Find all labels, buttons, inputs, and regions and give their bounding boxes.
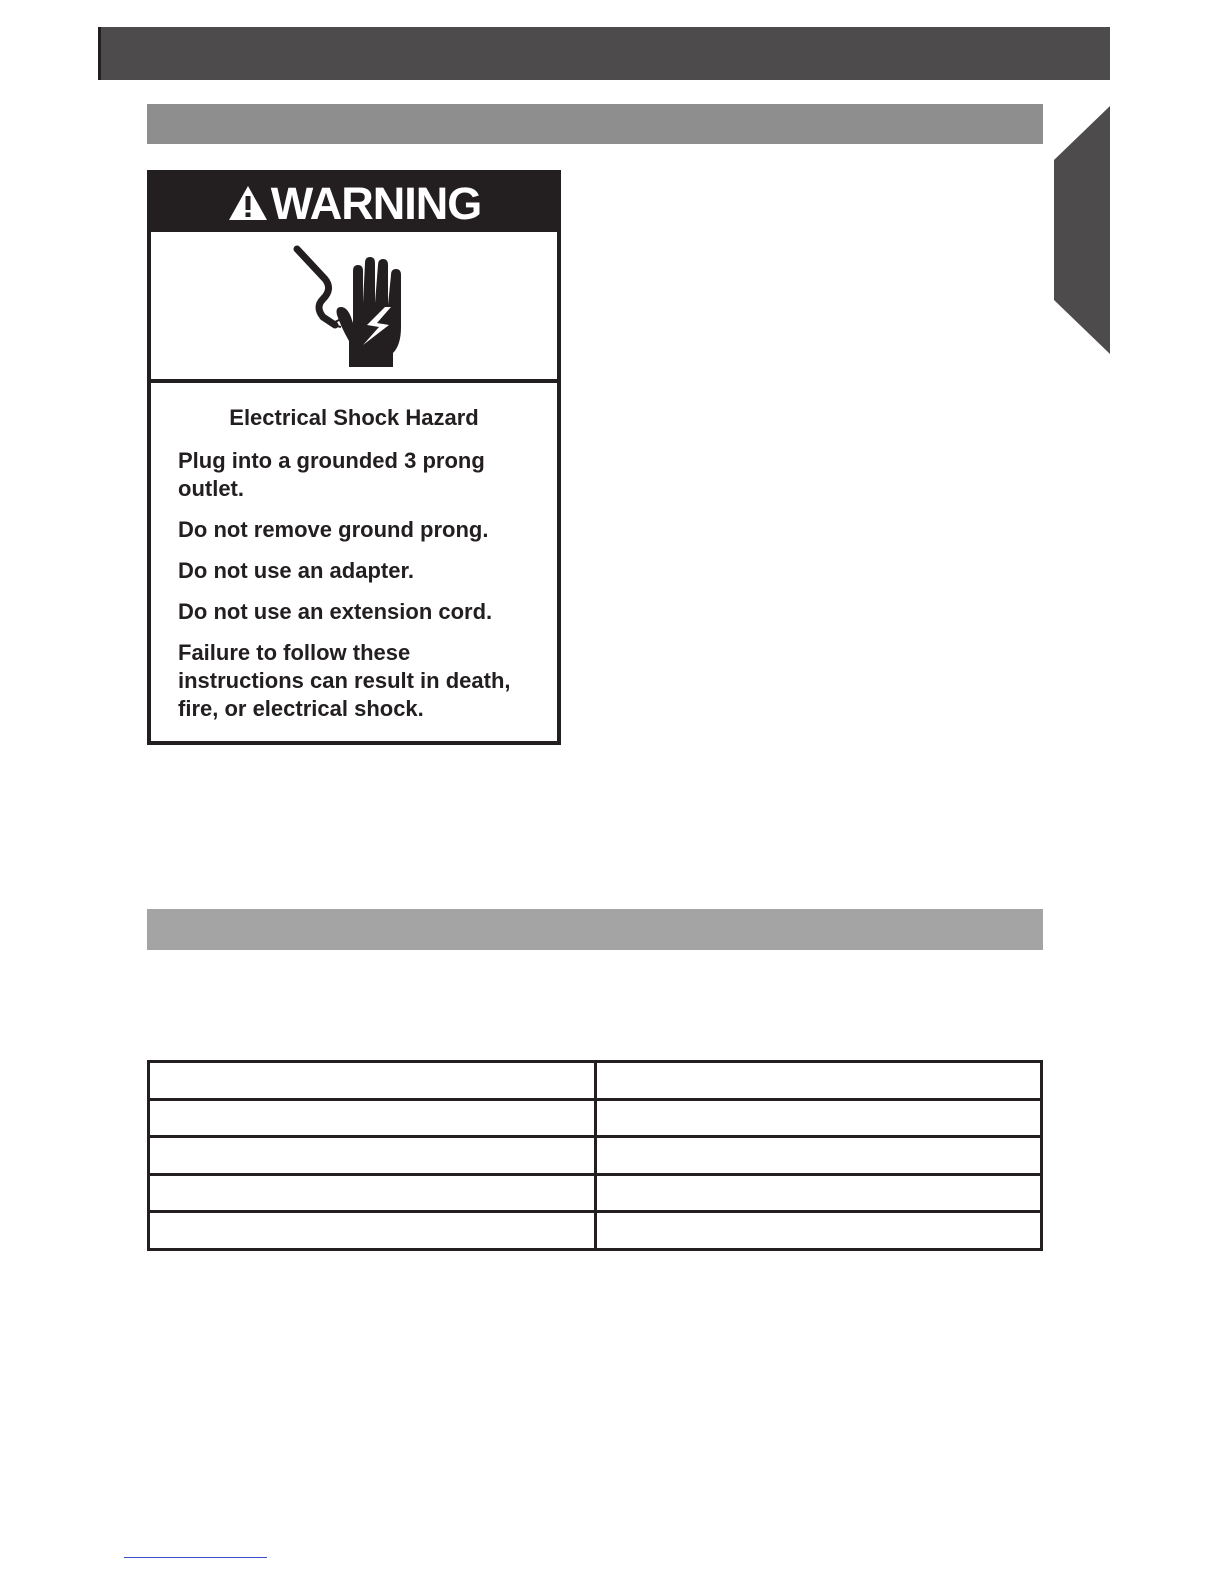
table-cell [595, 1174, 1042, 1212]
table-cell [595, 1212, 1042, 1250]
table-cell [595, 1099, 1042, 1137]
warning-triangle-icon [227, 184, 269, 222]
table-row [149, 1062, 1042, 1100]
warning-label [147, 170, 561, 745]
table-cell [149, 1212, 596, 1250]
table-cell [149, 1174, 596, 1212]
pictogram-area [151, 232, 557, 383]
warning-text [151, 383, 557, 723]
table-row [149, 1137, 1042, 1175]
page-header-bar [98, 27, 1110, 80]
table-cell [149, 1137, 596, 1175]
section-heading-bar-2 [147, 909, 1043, 950]
table-row [149, 1212, 1042, 1250]
table-row [149, 1174, 1042, 1212]
table-cell [595, 1137, 1042, 1175]
table-row [149, 1099, 1042, 1137]
table-cell [149, 1062, 596, 1100]
electrical-shock-hand-icon [289, 241, 419, 371]
table-cell [595, 1062, 1042, 1100]
spec-table [147, 1060, 1043, 1251]
instruction-item: Do not remove ground prong. [178, 517, 489, 542]
chapter-tab [1054, 106, 1110, 354]
instruction-item: Do not use an extension cord. [178, 599, 493, 624]
footer-link-underline[interactable] [124, 1557, 267, 1558]
instruction-item: Do not use an adapter. [178, 558, 414, 583]
section-heading-bar-1 [147, 104, 1043, 144]
instruction-item: Failure to follow these instructions can result in death, fire, or electrical shock. [178, 640, 511, 721]
table-cell [149, 1099, 596, 1137]
warning-header [151, 174, 557, 232]
instruction-item: Plug into a grounded 3 prong outlet. [178, 448, 485, 501]
warning-title: WARNING [270, 177, 482, 229]
hazard-title: Electrical Shock Hazard [229, 405, 479, 430]
